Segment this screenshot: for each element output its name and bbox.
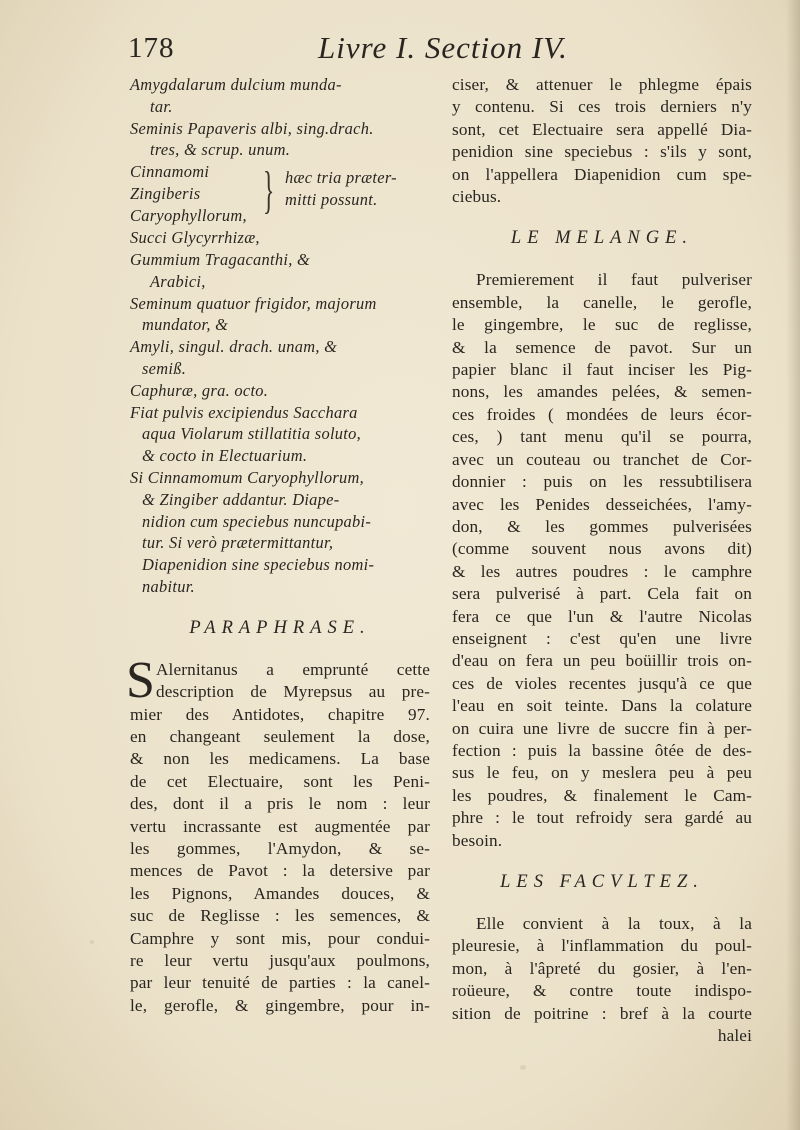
text-line: sus le feu, on y meslera peu à peu (452, 763, 752, 783)
paraphrase-paragraph (126, 651, 430, 1018)
text-line: vertu incrassante est augmentée par (130, 816, 430, 836)
text-line: penidion sine speciebus : s'ils y sont, (452, 142, 752, 162)
ink-spot (520, 1065, 526, 1070)
text-line: le gingembre, le suc de reglisse, (452, 315, 752, 335)
text-line: fera ce que l'un & l'autre Nicolas (452, 606, 752, 626)
text-line: (comme souvent nous avons dit) (452, 539, 752, 559)
text-line: les gommes, l'Amydon, & se- (130, 838, 430, 858)
facultez-heading: LES FACVLTEZ. (500, 872, 704, 892)
recipe-line: Caphuræ, gra. octo. (130, 380, 269, 400)
text-line: les poudres, & finalement le Cam- (452, 785, 752, 805)
text-line: sera pulverisé à part. Cela fait on (452, 584, 752, 604)
text-line: les Pignons, Amandes douces, & (130, 883, 430, 903)
right-column (452, 74, 752, 1047)
recipe-line: tres, & scrup. unum. (150, 140, 291, 160)
text-line: nons, les amandes pelées, & semen- (452, 382, 752, 402)
text-line: de cet Electuaire, sont les Peni- (130, 771, 430, 791)
recipe-line: Zingiberis (130, 183, 201, 203)
text-line: & la semence de pavot. Sur un (452, 337, 752, 357)
brace-note (285, 167, 397, 211)
text-line: sont, cet Electuaire sera appellé Dia- (452, 119, 752, 139)
text-line: l'eau en soit teinte. Dans la colature (452, 696, 752, 716)
recipe-line: Amyli, singul. drach. unam, & (130, 337, 338, 357)
recipe-line: Fiat pulvis excipiendus Sacchara (130, 402, 358, 422)
text-line: y contenu. Si ces trois derniers n'y (452, 97, 752, 117)
text-line: phre : le tout refroidy sera gardé au (452, 808, 752, 828)
recipe-line: aqua Violarum stillatitia soluto, (142, 424, 362, 444)
recipe-line: nabitur. (142, 576, 195, 596)
text-line: mences de Pavot : la detersive par (130, 861, 430, 881)
text-line: description de Myrepsus au pre- (156, 682, 430, 702)
note-line: mitti possunt. (285, 189, 378, 209)
text-line: enseignent : c'est qu'en une livre (452, 628, 752, 648)
text-line: mon, à l'âpreté du gosier, à l'en- (452, 958, 752, 978)
recipe-line: Seminum quatuor frigidor, majorum (130, 293, 377, 313)
text-line: Alernitanus a emprunté cette (156, 659, 430, 679)
text-line: besoin. (452, 830, 503, 850)
text-line: fection : puis la bassine ôtée de des- (452, 740, 752, 760)
text-line: suc de Reglisse : les semences, & (130, 906, 430, 926)
text-line: donnier : puis on les ressubtilisera (452, 472, 752, 492)
ink-spot (90, 940, 94, 944)
text-line: ces, ) tant menu qu'il se pourra, (452, 427, 752, 447)
recipe-line: Si Cinnamomum Caryophyllorum, (130, 467, 365, 487)
recipe-line: Caryophyllorum, (130, 205, 247, 225)
page-edge-shadow (786, 0, 800, 1130)
continuation-paragraph (452, 74, 752, 208)
text-line: re leur vertu jusqu'aux poulmons, (130, 951, 430, 971)
note-line: hæc tria præter- (285, 168, 397, 188)
latin-recipe (130, 74, 430, 598)
recipe-line: semiß. (142, 358, 187, 378)
recipe-line: & Zingiber addantur. Diape- (142, 489, 340, 509)
recipe-line: Arabici, (150, 271, 206, 291)
left-column (126, 74, 430, 1017)
text-line: on l'appellera Diapenidion cum spe- (452, 164, 752, 184)
facultez-paragraph (452, 913, 752, 1047)
paraphrase-heading: PARAPHRASE. (189, 617, 371, 638)
text-line: des, dont il a pris le nom : leur (130, 794, 430, 814)
recipe-line: Succi Glycyrrhizæ, (130, 228, 260, 248)
recipe-line: Diapenidion sine speciebus nomi- (142, 555, 375, 575)
recipe-line: Amygdalarum dulcium munda- (130, 75, 342, 94)
text-line: ces froides ( mondées de leurs écor- (452, 404, 752, 424)
text-line: roüeure, & contre toute indispo- (452, 981, 752, 1001)
melange-heading: LE MELANGE. (510, 228, 694, 249)
recipe-line: Cinnamomi (130, 162, 210, 182)
text-line: Camphre y sont mis, pour condui- (130, 928, 430, 948)
text-line: & les autres poudres : le camphre (452, 561, 752, 581)
curly-brace: } (263, 162, 275, 220)
text-line: ensemble, la canelle, le gerofle, (452, 292, 752, 312)
text-line: papier blanc il faut inciser les Pig- (452, 360, 752, 380)
text-line: d'eau on fera un peu boüillir trois on- (452, 651, 752, 671)
recipe-line: & cocto in Electuarium. (142, 446, 308, 466)
text-line: par leur tenuité de parties : la canel- (130, 973, 430, 993)
recipe-line: nidion cum speciebus nuncupabi- (142, 511, 372, 531)
text-line: avec un couteau ou tranchet de Cor- (452, 449, 752, 469)
brace-names (130, 161, 247, 226)
drop-cap: S (126, 651, 156, 709)
text-line: mier des Antidotes, chapitre 97. (130, 704, 430, 724)
text-line: Premierement il faut pulveriser (476, 270, 752, 290)
text-line: on cuira une livre de succre fin à per- (452, 718, 752, 738)
brace-group (130, 161, 430, 227)
text-line: & non les medicamens. La base (130, 749, 430, 769)
text-line: ciebus. (452, 187, 502, 207)
running-title: Livre I. Section IV. (318, 30, 568, 65)
text-line: don, & les gommes pulverisées (452, 516, 752, 536)
text-line: Elle convient à la toux, à la (476, 914, 752, 933)
catchword: halei (717, 1026, 752, 1046)
text-line: en changeant seulement la dose, (130, 726, 430, 746)
text-line: le, gerofle, & gingembre, pour in- (130, 995, 430, 1015)
recipe-line: mundator, & (142, 315, 229, 335)
recipe-line: Seminis Papaveris albi, sing.drach. (130, 118, 374, 138)
recipe-line: tur. Si verò prætermittantur, (142, 533, 334, 553)
running-head (128, 30, 730, 74)
text-line: pleuresie, à l'inflammation du poul- (452, 936, 752, 956)
melange-paragraph (452, 269, 752, 852)
recipe-line: Gummium Tragacanthi, & (130, 249, 311, 269)
text-line: avec les Penides desseichées, l'amy- (452, 494, 752, 514)
text-line: sition de poitrine : bref à la courte (452, 1003, 752, 1023)
recipe-line: tar. (150, 96, 173, 116)
page-number: 178 (128, 32, 175, 64)
text-line: ciser, & attenuer le phlegme épais (452, 75, 752, 94)
text-line: ces de violes recentes jusqu'à ce que (452, 673, 752, 693)
